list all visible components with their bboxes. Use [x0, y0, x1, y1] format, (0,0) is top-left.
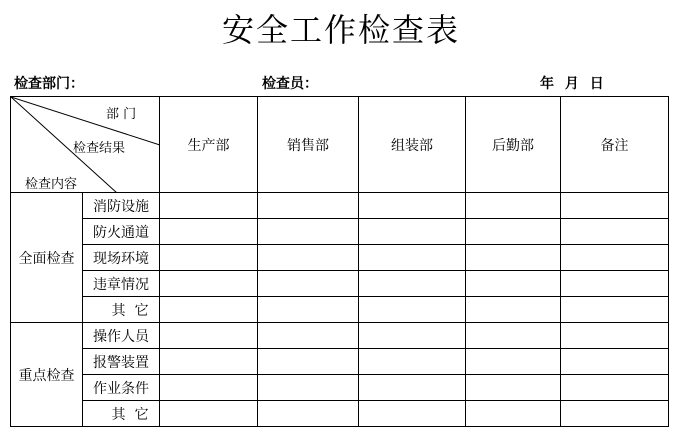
table-row — [11, 349, 669, 375]
result-cell[interactable] — [258, 375, 359, 401]
group-label-comprehensive: 全面检查 — [11, 193, 83, 323]
result-cell[interactable] — [258, 297, 359, 323]
result-cell[interactable] — [466, 193, 561, 219]
column-header-logistics: 后勤部 — [466, 97, 561, 193]
table-row — [11, 271, 669, 297]
table-row — [11, 323, 669, 349]
result-cell[interactable] — [258, 271, 359, 297]
inspection-table — [10, 96, 669, 427]
item-label: 违章情况 — [83, 271, 160, 297]
result-cell[interactable] — [258, 193, 359, 219]
column-header-assembly: 组装部 — [359, 97, 466, 193]
remark-cell[interactable] — [561, 271, 669, 297]
remark-cell[interactable] — [561, 375, 669, 401]
table-row — [11, 245, 669, 271]
result-cell[interactable] — [258, 323, 359, 349]
result-cell[interactable] — [466, 323, 561, 349]
result-cell[interactable] — [258, 245, 359, 271]
result-cell[interactable] — [160, 219, 258, 245]
remark-cell[interactable] — [561, 245, 669, 271]
item-label: 报警装置 — [83, 349, 160, 375]
result-cell[interactable] — [466, 219, 561, 245]
result-cell[interactable] — [466, 349, 561, 375]
item-label: 防火通道 — [83, 219, 160, 245]
result-cell[interactable] — [359, 219, 466, 245]
remark-cell[interactable] — [561, 219, 669, 245]
item-label: 其 它 — [83, 297, 160, 323]
diagonal-label-result: 检查结果 — [73, 141, 126, 156]
table-row — [11, 375, 669, 401]
table-row — [11, 401, 669, 427]
remark-cell[interactable] — [561, 297, 669, 323]
inspector-label: 检查员： — [262, 76, 318, 92]
diagonal-label-content: 检查内容 — [25, 177, 78, 192]
date-label: 年 月 日 — [540, 76, 604, 92]
result-cell[interactable] — [466, 375, 561, 401]
item-label: 其 它 — [83, 401, 160, 427]
result-cell[interactable] — [466, 297, 561, 323]
item-label: 消防设施 — [83, 193, 160, 219]
result-cell[interactable] — [359, 323, 466, 349]
result-cell[interactable] — [359, 349, 466, 375]
result-cell[interactable] — [359, 193, 466, 219]
item-label: 操作人员 — [83, 323, 160, 349]
diagonal-label-department: 部 门 — [106, 107, 137, 122]
table-row — [11, 297, 669, 323]
diagonal-header-cell — [11, 97, 160, 193]
result-cell[interactable] — [466, 401, 561, 427]
remark-cell[interactable] — [561, 193, 669, 219]
result-cell[interactable] — [160, 245, 258, 271]
result-cell[interactable] — [359, 401, 466, 427]
item-label: 现场环境 — [83, 245, 160, 271]
result-cell[interactable] — [359, 375, 466, 401]
result-cell[interactable] — [160, 349, 258, 375]
result-cell[interactable] — [160, 297, 258, 323]
remark-cell[interactable] — [561, 323, 669, 349]
result-cell[interactable] — [160, 323, 258, 349]
group-label-key: 重点检查 — [11, 323, 83, 427]
result-cell[interactable] — [258, 349, 359, 375]
result-cell[interactable] — [466, 271, 561, 297]
result-cell[interactable] — [160, 271, 258, 297]
result-cell[interactable] — [160, 401, 258, 427]
header-row — [11, 97, 669, 193]
result-cell[interactable] — [258, 219, 359, 245]
table-row — [11, 193, 669, 219]
result-cell[interactable] — [359, 271, 466, 297]
column-header-production: 生产部 — [160, 97, 258, 193]
remark-cell[interactable] — [561, 401, 669, 427]
result-cell[interactable] — [359, 297, 466, 323]
result-cell[interactable] — [466, 245, 561, 271]
result-cell[interactable] — [160, 193, 258, 219]
result-cell[interactable] — [258, 401, 359, 427]
table-row — [11, 219, 669, 245]
department-label: 检查部门： — [14, 76, 84, 92]
result-cell[interactable] — [359, 245, 466, 271]
item-label: 作业条件 — [83, 375, 160, 401]
column-header-sales: 销售部 — [258, 97, 359, 193]
result-cell[interactable] — [160, 375, 258, 401]
column-header-remarks: 备注 — [561, 97, 669, 193]
remark-cell[interactable] — [561, 349, 669, 375]
page-title: 安全工作检查表 — [221, 11, 460, 49]
